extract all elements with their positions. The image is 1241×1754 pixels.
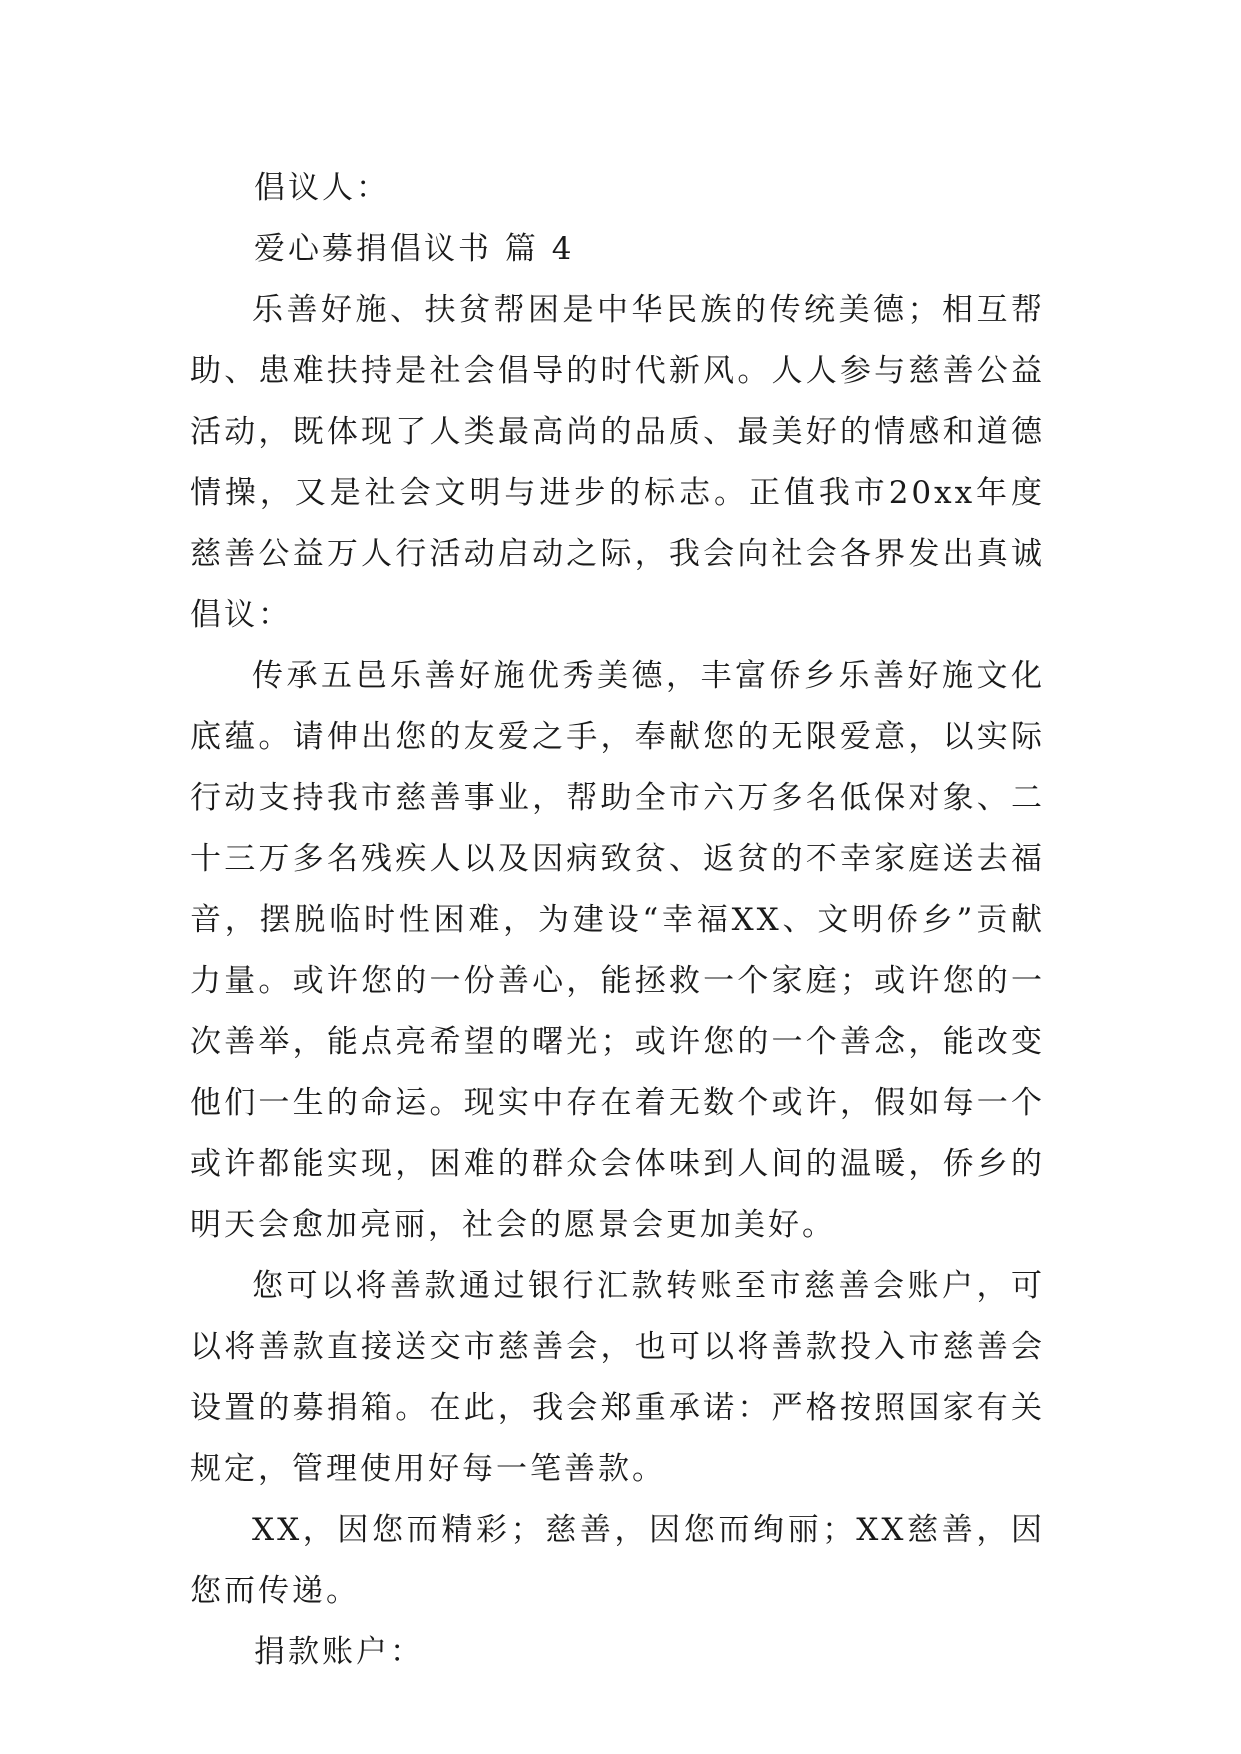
account-label: 捐款账户： [254,1634,424,1670]
proposer-label: 倡议人： [254,170,390,206]
paragraph-appeal: 传承五邑乐善好施优秀美德，丰富侨乡乐善好施文化底蕴。请伸出您的友爱之手，奉献您的无限爱意，以实际行动支持我市慈善事业，帮助全市六万多名低保对象、二十三万多名残疾人以及因病致贫、返贫的不幸家庭送去福音，摆脱临时性困难，为建设“幸福XX、文明侨乡”贡献力量。或许您的一份善心，能拯救一个家庭；或许您的一次善举，能点亮希望的曙光；或许您的一个善念，能改变他们一生的命运。现实中存在着无数个或许，假如每一个或许都能实现，困难的群众会体味到人间的温暖，侨乡的明天会愈加亮丽，社会的愿景会更加美好。 [190,658,1045,1243]
paragraph-closing: XX，因您而精彩；慈善，因您而绚丽；XX慈善，因您而传递。 [190,1512,1045,1609]
paragraph-donation-methods: 您可以将善款通过银行汇款转账至市慈善会账户，可以将善款直接送交市慈善会，也可以将善款投入市慈善会设置的募捐箱。在此，我会郑重承诺：严格按照国家有关规定，管理使用好每一笔善款。 [190,1268,1045,1487]
paragraph-intro: 乐善好施、扶贫帮困是中华民族的传统美德；相互帮助、患难扶持是社会倡导的时代新风。人人参与慈善公益活动，既体现了人类最高尚的品质、最美好的情感和道德情操，又是社会文明与进步的标志。正值我市20xx年度慈善公益万人行活动启动之际，我会向社会各界发出真诚倡议： [190,292,1045,633]
document-body [190,158,1045,1683]
section-title: 爱心募捐倡议书 篇 4 [254,231,575,267]
